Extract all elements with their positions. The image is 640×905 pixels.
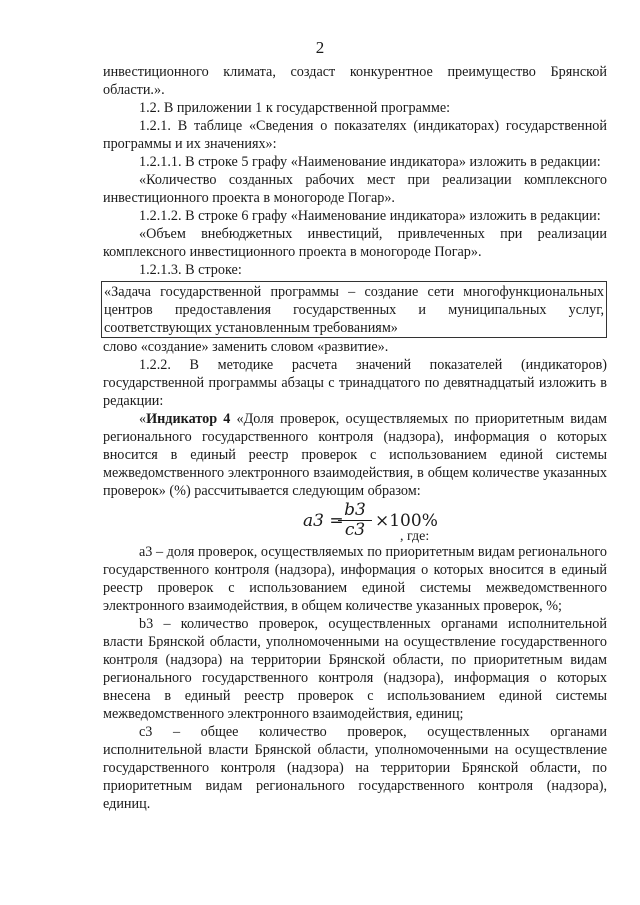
formula-a3 [103, 500, 607, 544]
paragraph-1-2-1: 1.2.1. В таблице «Сведения о показателях (индикаторах) государственной программы и их значениях»: [103, 118, 607, 152]
definition-b3: b3 – количество проверок, осуществленных органами исполнительной власти Брянской области, уполномоченными на осуществление государственного контроля (надзора) на территории Брянской области, по приоритетным видам регионального государственного контроля (надзора), информация о которых внесена в единый реестр проверок с использованием единой системы межведомственного электронного взаимодействия, единиц; [103, 616, 607, 722]
boxed-task-text-content: «Задача государственной программы – создание сети многофункциональных центров предоставления государственных и муниципальных услуг, соответствующих установленным требованиям» [104, 284, 604, 336]
indicator-4-label: Индикатор 4 [146, 411, 231, 427]
definition-c3: c3 – общее количество проверок, осуществленных органами исполнительной власти Брянской области, уполномоченными на осуществление государственного контроля (надзора) на территории Брянской области, по приоритетным видам регионального государственного контроля (надзора), единиц. [103, 724, 607, 812]
paragraph-1-2-1-1: 1.2.1.1. В строке 5 графу «Наименование индикатора» изложить в редакции: [139, 154, 601, 170]
paragraph-1-2-2: 1.2.2. В методике расчета значений показателей (индикаторов) государственной программы абзацы с тринадцатого по девятнадцатый изложить в редакции: [103, 357, 607, 409]
quote-open: « [139, 411, 147, 427]
formula-rhs: ×100% [375, 511, 438, 531]
document-body [103, 63, 607, 813]
formula-fraction [338, 502, 372, 539]
boxed-task-text [101, 281, 607, 338]
quote-indicator-5: «Количество созданных рабочих мест при реализации комплексного инвестиционного проекта в моногороде Погар». [103, 172, 607, 206]
indicator-4-definition [103, 410, 607, 500]
quote-indicator-6: «Объем внебюджетных инвестиций, привлеченных при реализации комплексного инвестиционного проекта в моногороде Погар». [103, 226, 607, 260]
formula-where: , где: [400, 529, 430, 544]
paragraph-1-2-1-2: 1.2.1.2. В строке 6 графу «Наименование индикатора» изложить в редакции: [139, 208, 601, 224]
paragraph-1-2: 1.2. В приложении 1 к государственной программе: [139, 100, 451, 116]
formula-lhs: a3 = [303, 511, 344, 531]
paragraph-replace-word: слово «создание» заменить словом «развитие». [103, 339, 389, 355]
definition-a3: а3 – доля проверок, осуществляемых по приоритетным видам регионального государственного контроля (надзора), информация о которых вносится в единый реестр проверок с использованием единой системы межведомственного электронного взаимодействия, в общем количестве указанных проверок, %; [103, 544, 607, 614]
page-number: 2 [315, 38, 325, 57]
paragraph-continuation: инвестиционного климата, создаст конкурентное преимущество Брянской области.». [103, 64, 607, 98]
indicator-4-text: «Доля проверок, осуществляемых по приоритетным видам регионального государственного контроля (надзора), информация о которых вносится в единый реестр проверок с использованием единой системы межведомственного электронного взаимодействия, в общем количестве указанных проверок» (%) рассчитывается следующим образом: [103, 411, 607, 499]
formula-denominator: c3 [344, 520, 366, 540]
formula-numerator: b3 [344, 500, 366, 520]
paragraph-1-2-1-3: 1.2.1.3. В строке: [139, 262, 242, 278]
